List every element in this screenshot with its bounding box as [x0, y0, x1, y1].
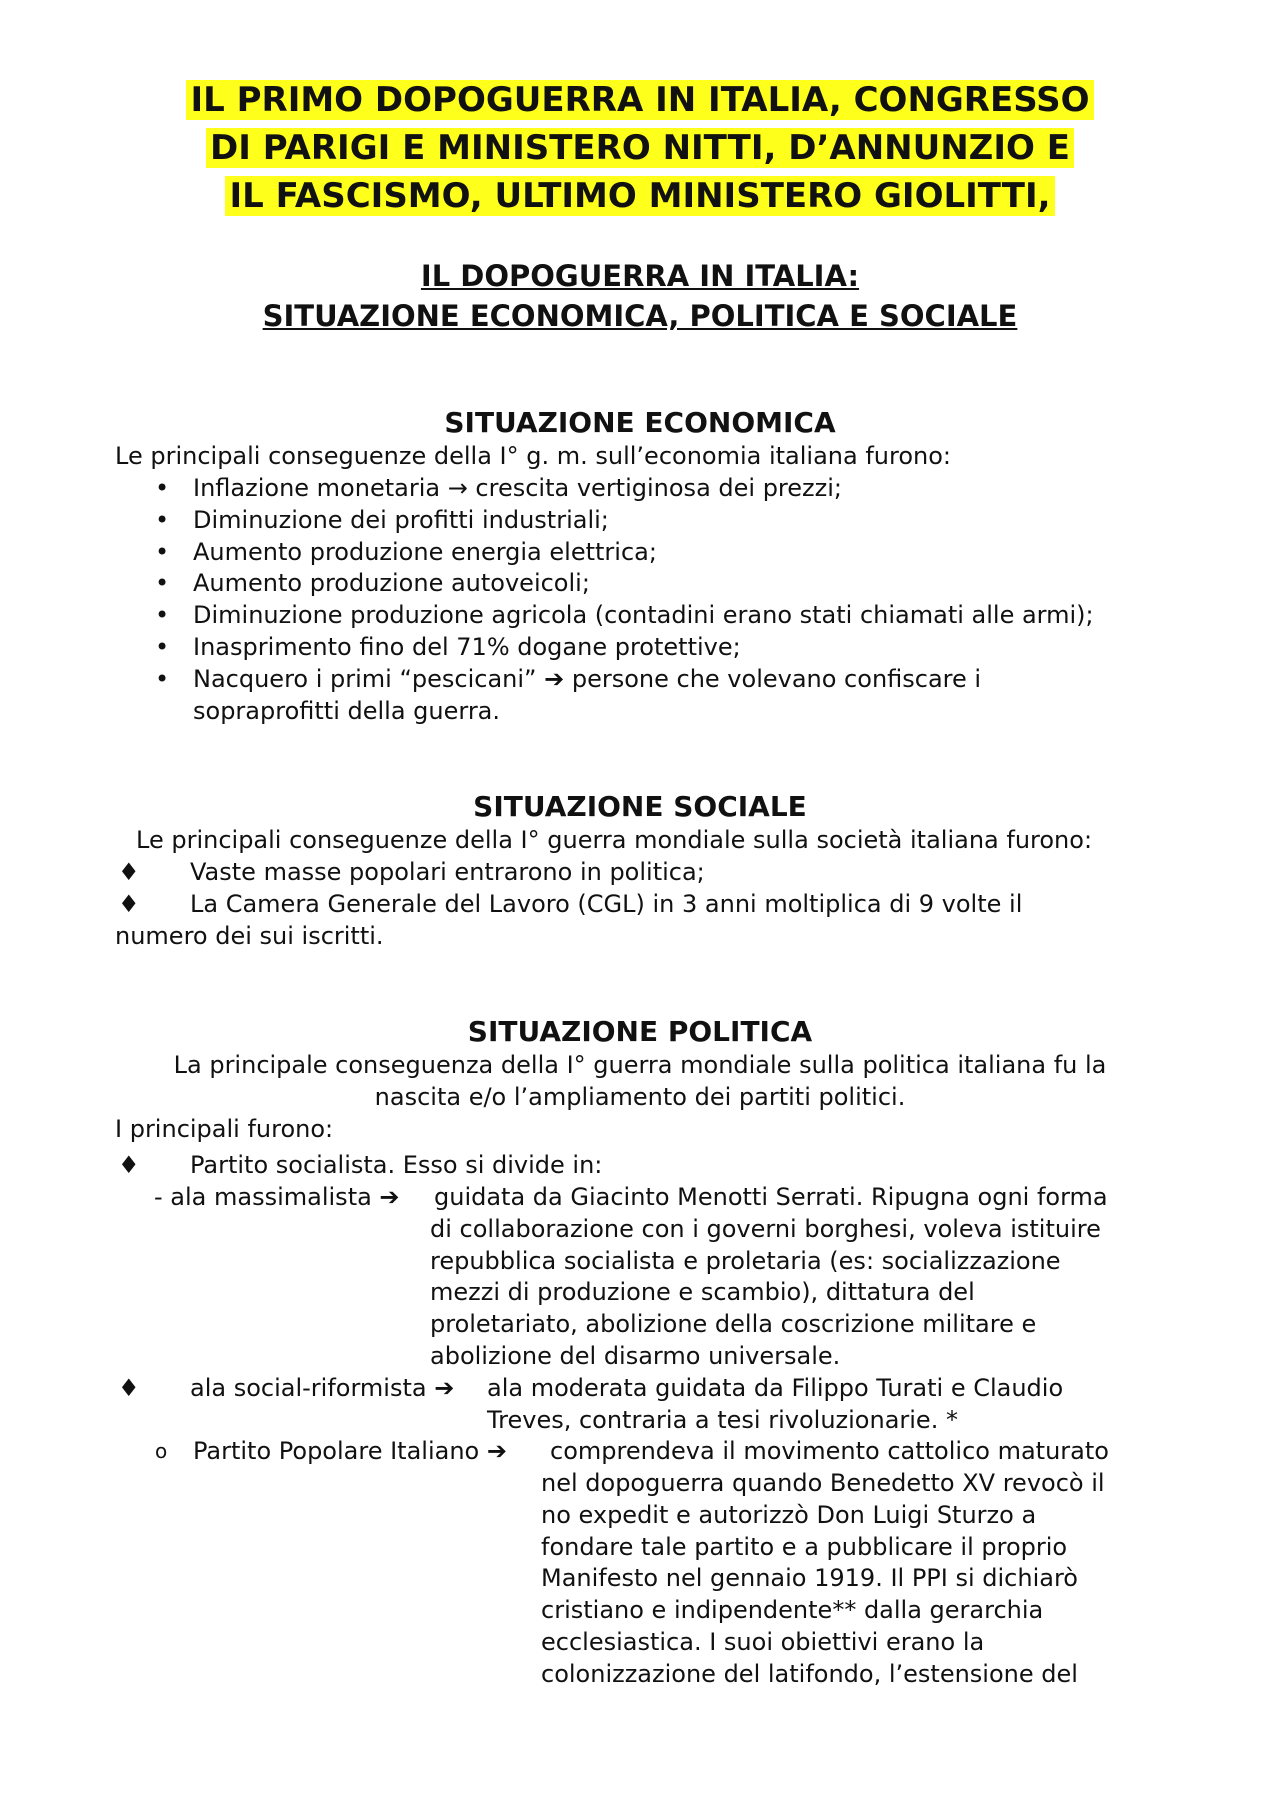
main-title-line-1: IL PRIMO DOPOGUERRA IN ITALIA, CONGRESSO	[186, 80, 1093, 120]
economica-item-4: Aumento produzione autoveicoli;	[193, 569, 590, 597]
massimalista-line-6: abolizione del disarmo universale.	[430, 1342, 841, 1370]
ppi-line-3: no expedit e autorizzò Don Luigi Sturzo a	[541, 1501, 1037, 1529]
bullet-dot-icon: •	[155, 569, 170, 597]
subtitle	[100, 256, 1180, 336]
bullet-dot-icon: •	[155, 665, 170, 693]
riformista-lead: ala social-riformista ➔	[190, 1374, 455, 1402]
sociale-item-2: La Camera Generale del Lavoro (CGL) in 3 anni moltiplica di 9 volte il	[190, 890, 1023, 918]
economica-item-1: Inflazione monetaria → crescita vertiginosa dei prezzi;	[193, 474, 842, 502]
riformista-line-1: ala moderata guidata da Filippo Turati e Claudio	[487, 1374, 1064, 1402]
economica-heading: SITUAZIONE ECONOMICA	[444, 406, 836, 439]
massimalista-line-4: mezzi di produzione e scambio), dittatura del	[430, 1278, 975, 1306]
politica-intro-1: La principale conseguenza della I° guerra mondiale sulla politica italiana fu la	[173, 1051, 1107, 1079]
diamond-bullet-icon: ♦	[118, 1151, 140, 1179]
main-title	[100, 76, 1180, 220]
circle-bullet-icon: o	[155, 1439, 168, 1463]
partito-socialista: Partito socialista. Esso si divide in:	[190, 1151, 603, 1179]
subtitle-line-1: IL DOPOGUERRA IN ITALIA:	[420, 259, 860, 293]
economica-item-5: Diminuzione produzione agricola (contadini erano stati chiamati alle armi);	[193, 601, 1094, 629]
ppi-line-8: colonizzazione del latifondo, l’estensione del	[541, 1660, 1078, 1688]
sociale-intro: Le principali conseguenze della I° guerra mondiale sulla società italiana furono:	[136, 826, 1093, 854]
economica-intro: Le principali conseguenze della I° g. m. sull’economia italiana furono:	[115, 442, 952, 470]
bullet-dot-icon: •	[155, 601, 170, 629]
bullet-dot-icon: •	[155, 474, 170, 502]
bullet-dot-icon: •	[155, 538, 170, 566]
diamond-bullet-icon: ♦	[118, 858, 140, 886]
ppi-line-4: fondare tale partito e a pubblicare il proprio	[541, 1533, 1068, 1561]
politica-heading: SITUAZIONE POLITICA	[467, 1015, 813, 1048]
politica-intro-2: nascita e/o l’ampliamento dei partiti politici.	[374, 1083, 906, 1111]
riformista-line-2: Treves, contraria a tesi rivoluzionarie. *	[487, 1406, 958, 1434]
massimalista-line-3: repubblica socialista e proletaria (es: socializzazione	[430, 1247, 1061, 1275]
massimalista-line-2: di collaborazione con i governi borghesi, voleva istituire	[430, 1215, 1101, 1243]
ppi-lead: Partito Popolare Italiano ➔	[193, 1437, 507, 1465]
sociale-heading: SITUAZIONE SOCIALE	[473, 790, 807, 823]
economica-item-2: Diminuzione dei profitti industriali;	[193, 506, 609, 534]
ppi-line-7: ecclesiastica. I suoi obiettivi erano la	[541, 1628, 985, 1656]
economica-item-7: Nacquero i primi “pescicani” ➔ persone che volevano confiscare i	[193, 665, 982, 693]
ppi-line-2: nel dopoguerra quando Benedetto XV revocò il	[541, 1469, 1105, 1497]
diamond-bullet-icon: ♦	[118, 890, 140, 918]
bullet-dot-icon: •	[155, 506, 170, 534]
ppi-line-6: cristiano e indipendente** dalla gerarchia	[541, 1596, 1044, 1624]
economica-item-6: Inasprimento fino del 71% dogane protettive;	[193, 633, 741, 661]
massimalista-lead: - ala massimalista ➔	[154, 1183, 400, 1211]
sociale-item-2-cont: numero dei sui iscritti.	[115, 922, 384, 950]
economica-item-3: Aumento produzione energia elettrica;	[193, 538, 657, 566]
politica-lead: I principali furono:	[115, 1115, 334, 1143]
economica-item-7-cont: sopraprofitti della guerra.	[193, 697, 501, 725]
main-title-line-2: DI PARIGI E MINISTERO NITTI, D’ANNUNZIO E	[206, 128, 1074, 168]
diamond-bullet-icon: ♦	[118, 1374, 140, 1402]
ppi-line-5: Manifesto nel gennaio 1919. Il PPI si dichiarò	[541, 1564, 1078, 1592]
main-title-line-3: IL FASCISMO, ULTIMO MINISTERO GIOLITTI,	[225, 176, 1054, 216]
bullet-dot-icon: •	[155, 633, 170, 661]
massimalista-line-1: guidata da Giacinto Menotti Serrati. Ripugna ogni forma	[434, 1183, 1108, 1211]
sociale-item-1: Vaste masse popolari entrarono in politica;	[190, 858, 705, 886]
subtitle-line-2: SITUAZIONE ECONOMICA, POLITICA E SOCIALE	[262, 299, 1018, 333]
massimalista-line-5: proletariato, abolizione della coscrizione militare e	[430, 1310, 1037, 1338]
ppi-line-1: comprendeva il movimento cattolico maturato	[550, 1437, 1109, 1465]
